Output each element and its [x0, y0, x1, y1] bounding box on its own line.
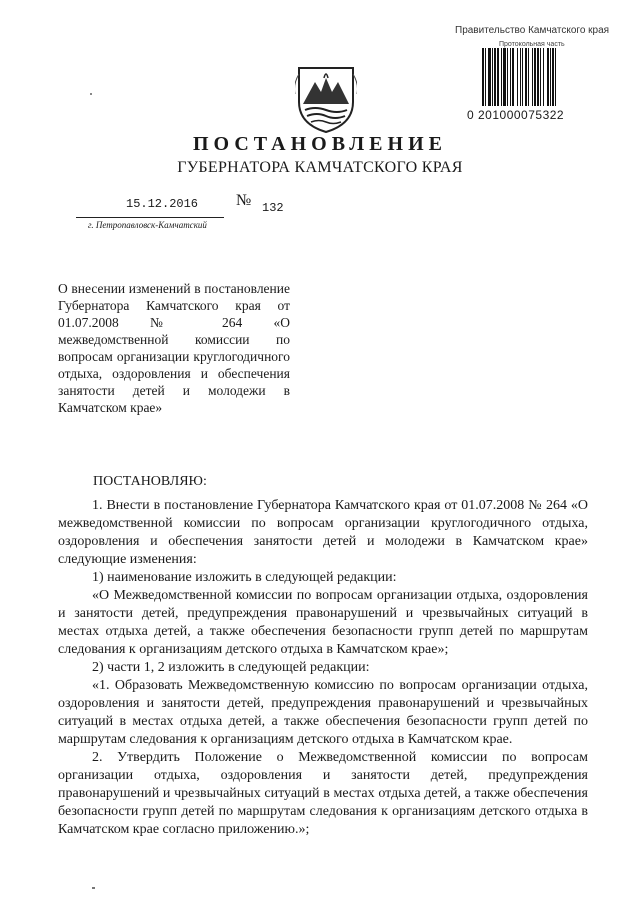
document-title: ПОСТАНОВЛЕНИЕ [193, 133, 447, 155]
number-sign: № [236, 192, 252, 209]
resolve-heading: ПОСТАНОВЛЯЮ: [93, 474, 207, 489]
paragraph: 1. Внести в постановление Губернатора Камчатского края от 01.07.2008 № 264 «О межведомственной комиссии по вопросам организации круглогодичного отдыха, оздоровления и обеспечения занятости детей и молодежи в Камчатском крае» следующие изменения: [58, 498, 588, 567]
coat-of-arms-icon [295, 64, 357, 134]
city-name: г. Петропавловск-Камчатский [88, 220, 207, 230]
scan-speck [92, 887, 95, 889]
document-subtitle: ГУБЕРНАТОРА КАМЧАТСКОГО КРАЯ [177, 159, 463, 176]
document-date: 15.12.2016 [126, 197, 199, 211]
barcode [482, 48, 604, 106]
scan-speck [90, 93, 92, 95]
paragraph: «1. Образовать Межведомственную комиссию по вопросам организации отдыха, оздоровления и занятости детей, предупреждения правонарушений и чрезвычайных ситуаций в местах отдыха детей, а также обеспечения безопасности групп детей по маршрутам следования к организациям детского отдыха в Камчатском крае. [58, 678, 588, 747]
paragraph: «О Межведомственной комиссии по вопросам организации отдыха, оздоровления и занятости детей, предупреждения правонарушений и чрезвычайных ситуаций в местах отдыха детей, а также обеспечения безопасности групп детей по маршрутам следования к организациям детского отдыха в Камчатском крае»; [58, 588, 588, 657]
stamp-subtitle: Протокольная часть [499, 41, 565, 48]
paragraph: 2. Утвердить Положение о Межведомственной комиссии по вопросам организации отдыха, оздоровления и занятости детей, предупреждения правонарушений и чрезвычайных ситуаций в местах отдыха детей, а также обеспечения безопасности групп детей по маршрутам следования к организациям детского отдыха в Камчатском крае согласно приложению.»; [58, 750, 588, 837]
paragraph: 2) части 1, 2 изложить в следующей редакции: [92, 660, 370, 675]
paragraph: 1) наименование изложить в следующей редакции: [92, 570, 397, 585]
stamp-organization: Правительство Камчатского края [455, 25, 610, 36]
preamble-text: О внесении изменений в постановление Губернатора Камчатского края от 01.07.2008 № 264 «О межведомственной комиссии по вопросам организации круглогодичного отдыха, оздоровления и обеспечения занятости детей и молодежи в Камчатском крае» [58, 281, 290, 415]
barcode-number: 0 201000075322 [467, 108, 565, 122]
document-body [58, 497, 588, 839]
date-underline [76, 217, 224, 218]
barcode-gap [556, 48, 558, 106]
document-number: 132 [262, 201, 284, 215]
